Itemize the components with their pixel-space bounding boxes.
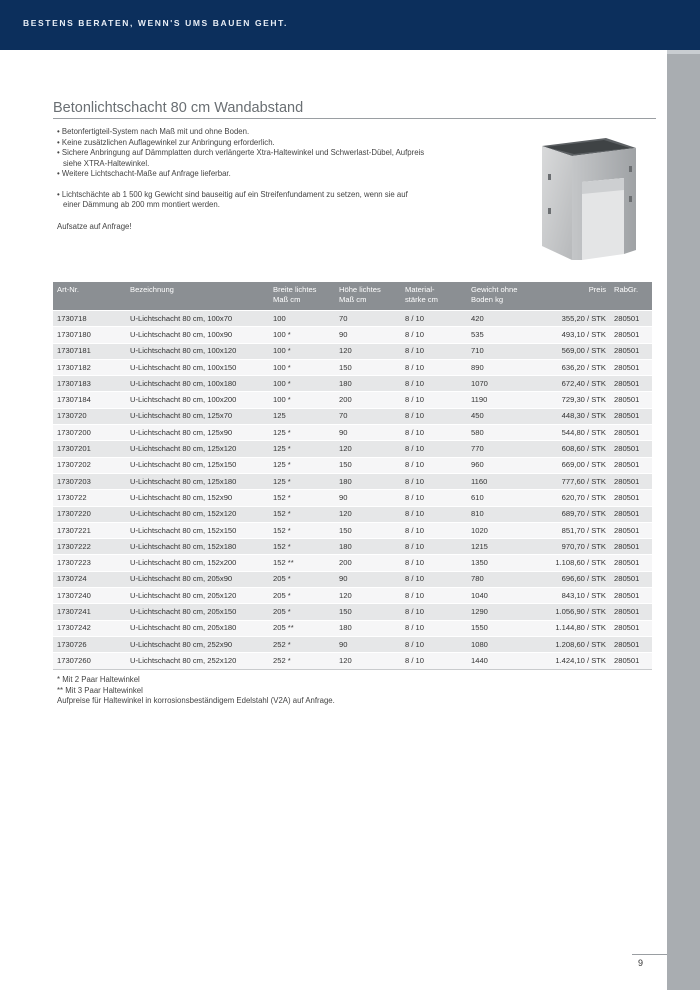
page-side-stripe — [667, 50, 700, 990]
cell-hoehe: 150 — [335, 522, 401, 538]
cell-gewicht: 420 — [467, 311, 531, 327]
feature-item: • Sichere Anbringung auf Dämmplatten durch verlängerte Xtra-Haltewinkel und Schwerlast-Dübel, Aufpreis siehe XTRA-Haltewinkel. — [57, 148, 425, 168]
cell-art: 17307242 — [53, 620, 126, 636]
cell-gewicht: 1290 — [467, 604, 531, 620]
cell-rab: 280501 — [612, 473, 652, 489]
feature-list — [57, 127, 427, 232]
cell-gewicht: 1550 — [467, 620, 531, 636]
cell-art: 17307260 — [53, 653, 126, 669]
cell-bez: U-Lichtschacht 80 cm, 205x90 — [126, 571, 269, 587]
table-row — [53, 604, 652, 620]
table-row — [53, 392, 652, 408]
page-title: Betonlichtschacht 80 cm Wandabstand — [53, 100, 304, 116]
cell-breite: 100 * — [269, 359, 335, 375]
cell-art: 17307240 — [53, 588, 126, 604]
cell-art: 1730718 — [53, 311, 126, 327]
cell-breite: 205 * — [269, 604, 335, 620]
cell-gewicht: 960 — [467, 457, 531, 473]
cell-material: 8 / 10 — [401, 376, 467, 392]
cell-preis: 544,80 / STK — [531, 425, 612, 441]
col-art-nr: Art-Nr. — [53, 282, 126, 311]
cell-art: 17307202 — [53, 457, 126, 473]
cell-art: 1730724 — [53, 571, 126, 587]
cell-gewicht: 535 — [467, 327, 531, 343]
cell-material: 8 / 10 — [401, 327, 467, 343]
cell-breite: 125 — [269, 408, 335, 424]
cell-hoehe: 90 — [335, 327, 401, 343]
cell-rab: 280501 — [612, 441, 652, 457]
cell-gewicht: 1070 — [467, 376, 531, 392]
cell-hoehe: 150 — [335, 604, 401, 620]
cell-art: 17307180 — [53, 327, 126, 343]
cell-preis: 970,70 / STK — [531, 539, 612, 555]
cell-gewicht: 1350 — [467, 555, 531, 571]
cell-bez: U-Lichtschacht 80 cm, 100x180 — [126, 376, 269, 392]
cell-gewicht: 890 — [467, 359, 531, 375]
cell-bez: U-Lichtschacht 80 cm, 100x150 — [126, 359, 269, 375]
cell-material: 8 / 10 — [401, 506, 467, 522]
cell-rab: 280501 — [612, 571, 652, 587]
cell-rab: 280501 — [612, 636, 652, 652]
cell-preis: 569,00 / STK — [531, 343, 612, 359]
cell-bez: U-Lichtschacht 80 cm, 125x120 — [126, 441, 269, 457]
cell-rab: 280501 — [612, 359, 652, 375]
cell-material: 8 / 10 — [401, 425, 467, 441]
cell-breite: 152 * — [269, 522, 335, 538]
cell-material: 8 / 10 — [401, 473, 467, 489]
concrete-light-well-image — [536, 138, 640, 260]
cell-gewicht: 1190 — [467, 392, 531, 408]
cell-hoehe: 90 — [335, 636, 401, 652]
cell-breite: 100 * — [269, 376, 335, 392]
cell-rab: 280501 — [612, 327, 652, 343]
cell-hoehe: 120 — [335, 506, 401, 522]
cell-rab: 280501 — [612, 490, 652, 506]
table-row — [53, 473, 652, 489]
cell-gewicht: 810 — [467, 506, 531, 522]
cell-preis: 1.144,80 / STK — [531, 620, 612, 636]
cell-gewicht: 1215 — [467, 539, 531, 555]
cell-preis: 1.108,60 / STK — [531, 555, 612, 571]
cell-hoehe: 120 — [335, 441, 401, 457]
cell-bez: U-Lichtschacht 80 cm, 152x90 — [126, 490, 269, 506]
cell-hoehe: 180 — [335, 376, 401, 392]
cell-material: 8 / 10 — [401, 522, 467, 538]
col-preis: Preis — [531, 282, 612, 311]
cell-material: 8 / 10 — [401, 539, 467, 555]
cell-breite: 152 * — [269, 490, 335, 506]
table-row — [53, 588, 652, 604]
footnote: ** Mit 3 Paar Haltewinkel — [57, 685, 143, 695]
table-header-row — [53, 282, 652, 311]
title-divider — [53, 118, 656, 119]
cell-hoehe: 120 — [335, 588, 401, 604]
cell-breite: 152 * — [269, 539, 335, 555]
cell-preis: 448,30 / STK — [531, 408, 612, 424]
cell-art: 17307203 — [53, 473, 126, 489]
cell-gewicht: 1020 — [467, 522, 531, 538]
cell-art: 17307200 — [53, 425, 126, 441]
cell-breite: 125 * — [269, 473, 335, 489]
cell-preis: 689,70 / STK — [531, 506, 612, 522]
cell-art: 17307223 — [53, 555, 126, 571]
cell-material: 8 / 10 — [401, 604, 467, 620]
cell-hoehe: 70 — [335, 408, 401, 424]
cell-bez: U-Lichtschacht 80 cm, 100x90 — [126, 327, 269, 343]
cell-hoehe: 90 — [335, 425, 401, 441]
cell-rab: 280501 — [612, 620, 652, 636]
cell-preis: 608,60 / STK — [531, 441, 612, 457]
table-row — [53, 343, 652, 359]
cell-preis: 672,40 / STK — [531, 376, 612, 392]
cell-breite: 125 * — [269, 425, 335, 441]
cell-art: 1730722 — [53, 490, 126, 506]
cell-material: 8 / 10 — [401, 571, 467, 587]
cell-preis: 843,10 / STK — [531, 588, 612, 604]
cell-material: 8 / 10 — [401, 588, 467, 604]
cell-preis: 493,10 / STK — [531, 327, 612, 343]
table-row — [53, 327, 652, 343]
table-row — [53, 555, 652, 571]
cell-preis: 620,70 / STK — [531, 490, 612, 506]
table-row — [53, 441, 652, 457]
cell-preis: 777,60 / STK — [531, 473, 612, 489]
cell-hoehe: 180 — [335, 539, 401, 555]
cell-rab: 280501 — [612, 311, 652, 327]
cell-breite: 100 — [269, 311, 335, 327]
cell-preis: 1.056,90 / STK — [531, 604, 612, 620]
cell-art: 17307201 — [53, 441, 126, 457]
cell-preis: 1.208,60 / STK — [531, 636, 612, 652]
cell-breite: 152 * — [269, 506, 335, 522]
cell-bez: U-Lichtschacht 80 cm, 152x150 — [126, 522, 269, 538]
cell-art: 17307222 — [53, 539, 126, 555]
cell-hoehe: 120 — [335, 653, 401, 669]
table-row — [53, 376, 652, 392]
cell-gewicht: 1440 — [467, 653, 531, 669]
cell-art: 1730720 — [53, 408, 126, 424]
cell-bez: U-Lichtschacht 80 cm, 205x150 — [126, 604, 269, 620]
table-row — [53, 636, 652, 652]
cell-hoehe: 120 — [335, 343, 401, 359]
cell-material: 8 / 10 — [401, 408, 467, 424]
cell-preis: 1.424,10 / STK — [531, 653, 612, 669]
cell-rab: 280501 — [612, 343, 652, 359]
cell-bez: U-Lichtschacht 80 cm, 205x120 — [126, 588, 269, 604]
cell-hoehe: 180 — [335, 473, 401, 489]
cell-breite: 205 * — [269, 588, 335, 604]
feature-item: • Betonfertigteil-System nach Maß mit und ohne Boden. — [57, 127, 250, 136]
cell-breite: 100 * — [269, 343, 335, 359]
cell-rab: 280501 — [612, 425, 652, 441]
cell-rab: 280501 — [612, 457, 652, 473]
header-bar — [0, 0, 700, 50]
cell-gewicht: 710 — [467, 343, 531, 359]
cell-hoehe: 90 — [335, 490, 401, 506]
cell-rab: 280501 — [612, 653, 652, 669]
table-row — [53, 408, 652, 424]
cell-material: 8 / 10 — [401, 343, 467, 359]
cell-art: 17307184 — [53, 392, 126, 408]
footnotes — [57, 675, 335, 707]
cell-rab: 280501 — [612, 604, 652, 620]
foundation-note: • Lichtschächte ab 1 500 kg Gewicht sind bauseitig auf ein Streifenfundament zu setzen, wenn sie auf einer Dämmung ab 200 mm montiert werden. — [57, 189, 408, 209]
cell-preis: 636,20 / STK — [531, 359, 612, 375]
cell-material: 8 / 10 — [401, 653, 467, 669]
cell-art: 1730726 — [53, 636, 126, 652]
cell-bez: U-Lichtschacht 80 cm, 100x200 — [126, 392, 269, 408]
cell-gewicht: 1160 — [467, 473, 531, 489]
cell-material: 8 / 10 — [401, 636, 467, 652]
page-number: 9 — [638, 958, 644, 968]
table-row — [53, 539, 652, 555]
feature-item: • Weitere Lichtschacht-Maße auf Anfrage lieferbar. — [57, 169, 231, 178]
cell-art: 17307221 — [53, 522, 126, 538]
footnote: Aufpreise für Haltewinkel in korrosionsbeständigem Edelstahl (V2A) auf Anfrage. — [57, 696, 335, 705]
cell-material: 8 / 10 — [401, 359, 467, 375]
cell-gewicht: 770 — [467, 441, 531, 457]
cell-breite: 125 * — [269, 441, 335, 457]
cell-rab: 280501 — [612, 506, 652, 522]
cell-gewicht: 780 — [467, 571, 531, 587]
cell-bez: U-Lichtschacht 80 cm, 125x90 — [126, 425, 269, 441]
cell-hoehe: 70 — [335, 311, 401, 327]
cell-rab: 280501 — [612, 408, 652, 424]
cell-bez: U-Lichtschacht 80 cm, 152x180 — [126, 539, 269, 555]
table-row — [53, 425, 652, 441]
cell-art: 17307182 — [53, 359, 126, 375]
table-row — [53, 571, 652, 587]
table-row — [53, 620, 652, 636]
col-hoehe: Höhe lichtes Maß cm — [335, 282, 401, 311]
col-bezeichnung: Bezeichnung — [126, 282, 269, 311]
cell-hoehe: 150 — [335, 457, 401, 473]
cell-material: 8 / 10 — [401, 392, 467, 408]
table-row — [53, 359, 652, 375]
cell-art: 17307181 — [53, 343, 126, 359]
cell-breite: 125 * — [269, 457, 335, 473]
cell-gewicht: 450 — [467, 408, 531, 424]
cell-bez: U-Lichtschacht 80 cm, 252x90 — [126, 636, 269, 652]
cell-bez: U-Lichtschacht 80 cm, 152x120 — [126, 506, 269, 522]
cell-gewicht: 1080 — [467, 636, 531, 652]
cell-bez: U-Lichtschacht 80 cm, 125x150 — [126, 457, 269, 473]
page-number-rule — [632, 954, 667, 955]
table-row — [53, 311, 652, 327]
table-row — [53, 457, 652, 473]
cell-rab: 280501 — [612, 522, 652, 538]
cell-gewicht: 1040 — [467, 588, 531, 604]
cell-material: 8 / 10 — [401, 490, 467, 506]
table-row — [53, 490, 652, 506]
cell-bez: U-Lichtschacht 80 cm, 100x120 — [126, 343, 269, 359]
price-table — [53, 282, 652, 670]
cell-bez: U-Lichtschacht 80 cm, 152x200 — [126, 555, 269, 571]
cell-breite: 252 * — [269, 653, 335, 669]
col-gewicht: Gewicht ohne Boden kg — [467, 282, 531, 311]
cell-hoehe: 200 — [335, 392, 401, 408]
cell-preis: 355,20 / STK — [531, 311, 612, 327]
table-row — [53, 506, 652, 522]
cell-art: 17307183 — [53, 376, 126, 392]
cell-material: 8 / 10 — [401, 311, 467, 327]
cell-bez: U-Lichtschacht 80 cm, 205x180 — [126, 620, 269, 636]
cell-bez: U-Lichtschacht 80 cm, 125x70 — [126, 408, 269, 424]
cell-rab: 280501 — [612, 588, 652, 604]
cell-preis: 851,70 / STK — [531, 522, 612, 538]
aufsatz-note: Aufsatze auf Anfrage! — [57, 221, 132, 231]
cell-breite: 100 * — [269, 327, 335, 343]
cell-breite: 252 * — [269, 636, 335, 652]
cell-hoehe: 180 — [335, 620, 401, 636]
col-material: Material- stärke cm — [401, 282, 467, 311]
cell-preis: 696,60 / STK — [531, 571, 612, 587]
cell-hoehe: 150 — [335, 359, 401, 375]
cell-breite: 152 ** — [269, 555, 335, 571]
cell-rab: 280501 — [612, 376, 652, 392]
header-tagline: BESTENS BERATEN, WENN'S UMS BAUEN GEHT. — [23, 18, 288, 28]
cell-bez: U-Lichtschacht 80 cm, 125x180 — [126, 473, 269, 489]
cell-gewicht: 610 — [467, 490, 531, 506]
cell-hoehe: 90 — [335, 571, 401, 587]
cell-bez: U-Lichtschacht 80 cm, 252x120 — [126, 653, 269, 669]
side-stripe-highlight — [667, 50, 700, 54]
table-row — [53, 522, 652, 538]
cell-preis: 669,00 / STK — [531, 457, 612, 473]
cell-material: 8 / 10 — [401, 441, 467, 457]
cell-breite: 205 * — [269, 571, 335, 587]
footnote: * Mit 2 Paar Haltewinkel — [57, 675, 140, 684]
cell-breite: 205 ** — [269, 620, 335, 636]
cell-art: 17307220 — [53, 506, 126, 522]
cell-bez: U-Lichtschacht 80 cm, 100x70 — [126, 311, 269, 327]
cell-rab: 280501 — [612, 392, 652, 408]
feature-item: • Keine zusätzlichen Auflagewinkel zur Anbringung erforderlich. — [57, 137, 275, 147]
cell-rab: 280501 — [612, 539, 652, 555]
cell-hoehe: 200 — [335, 555, 401, 571]
cell-breite: 100 * — [269, 392, 335, 408]
cell-art: 17307241 — [53, 604, 126, 620]
cell-material: 8 / 10 — [401, 457, 467, 473]
cell-material: 8 / 10 — [401, 620, 467, 636]
table-row — [53, 653, 652, 669]
cell-material: 8 / 10 — [401, 555, 467, 571]
col-rabgr: RabGr. — [612, 282, 652, 311]
col-breite: Breite lichtes Maß cm — [269, 282, 335, 311]
cell-rab: 280501 — [612, 555, 652, 571]
cell-gewicht: 580 — [467, 425, 531, 441]
cell-preis: 729,30 / STK — [531, 392, 612, 408]
